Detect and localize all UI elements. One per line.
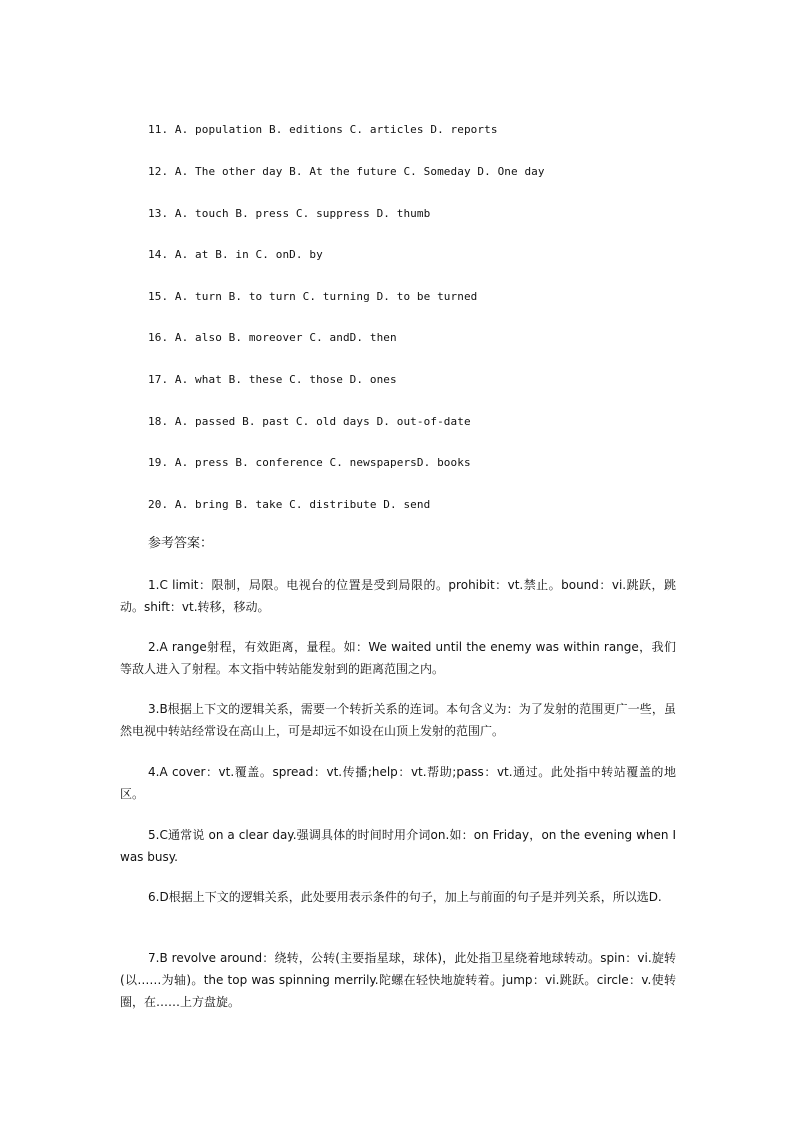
question-11: 11. A. population B. editions C. articles D. reports <box>148 123 498 136</box>
answer-6: 6.D根据上下文的逻辑关系，此处要用表示条件的句子，加上与前面的句子是并列关系，所以选D. <box>148 890 662 904</box>
question-15: 15. A. turn B. to turn C. turning D. to be turned <box>148 290 478 303</box>
answer-2: 2.A range射程，有效距离，量程。如：We waited until the enemy was within range，我们等敌人进入了射程。本文指中转站能发射到的距离范围之内。 <box>120 640 676 676</box>
answer-4: 4.A cover：vt.覆盖。spread：vt.传播;help：vt.帮助;pass：vt.通过。此处指中转站覆盖的地区。 <box>120 765 676 801</box>
question-17: 17. A. what B. these C. those D. ones <box>148 373 397 386</box>
question-16: 16. A. also B. moreover C. andD. then <box>148 331 397 344</box>
question-12: 12. A. The other day B. At the future C. Someday D. One day <box>148 165 545 178</box>
answer-7: 7.B revolve around：绕转，公转(主要指星球，球体)，此处指卫星绕着地球转动。spin：vi.旋转(以……为轴)。the top was spinning merrily.陀螺在轻快地旋转着。jump：vi.跳跃。circle：v.使转圈，在……上方盘旋。 <box>120 951 676 1009</box>
question-13: 13. A. touch B. press C. suppress D. thumb <box>148 207 431 220</box>
answer-3: 3.B根据上下文的逻辑关系，需要一个转折关系的连词。本句含义为：为了发射的范围更广一些，虽然电视中转站经常设在高山上，可是却远不如设在山顶上发射的范围广。 <box>120 702 676 738</box>
answer-5: 5.C通常说 on a clear day.强调具体的时间时用介词on.如：on Friday，on the evening when I was busy. <box>120 828 676 864</box>
answers-heading: 参考答案： <box>148 536 214 551</box>
question-18: 18. A. passed B. past C. old days D. out-of-date <box>148 415 471 428</box>
question-19: 19. A. press B. conference C. newspapersD. books <box>148 456 471 469</box>
answer-1: 1.C limit：限制，局限。电视台的位置是受到局限的。prohibit：vt.禁止。bound：vi.跳跃，跳动。shift：vt.转移，移动。 <box>120 578 676 614</box>
question-20: 20. A. bring B. take C. distribute D. send <box>148 498 431 511</box>
question-14: 14. A. at B. in C. onD. by <box>148 248 323 261</box>
